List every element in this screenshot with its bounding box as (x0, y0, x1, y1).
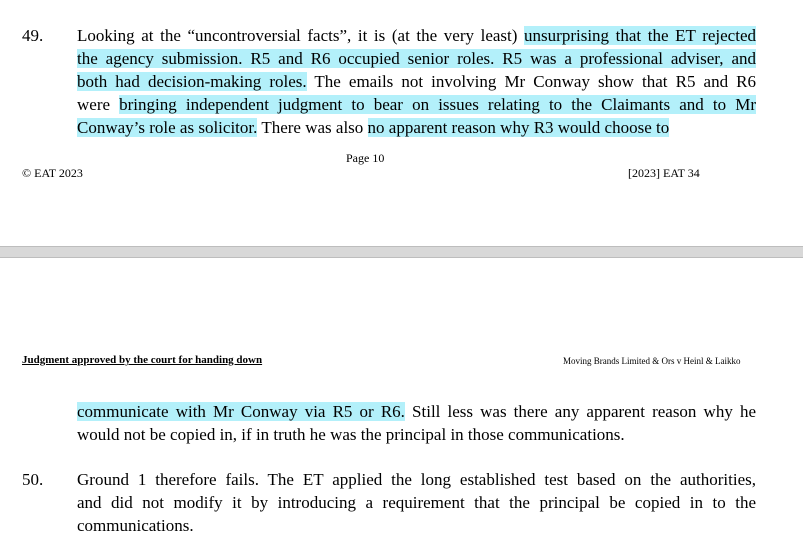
paragraph-49-continued-text (77, 400, 756, 446)
text-line (77, 70, 756, 93)
text-line (77, 400, 756, 423)
text-run: The emails not involving Mr Conway show that R5 and R6 (306, 72, 756, 91)
text-run: would not be copied in, if in truth he was the principal in those communications. (77, 425, 625, 444)
paragraph-number: 50. (22, 470, 44, 489)
text-line (77, 93, 756, 116)
text-run: were (77, 95, 120, 114)
paragraph-number: 49. (22, 26, 44, 45)
footer-citation: [2023] EAT 34 (628, 166, 700, 180)
highlighted-text: both had decision-making roles. (77, 72, 307, 91)
paragraph-49-text (77, 24, 756, 139)
text-line (77, 24, 756, 47)
text-run: and did not modify it by introducing a requirement that the principal be copied in to the (77, 493, 756, 512)
text-line (77, 423, 756, 446)
text-run: communications. (77, 516, 194, 535)
text-line (77, 468, 756, 491)
text-line (77, 514, 756, 537)
text-run: Ground 1 therefore fails. The ET applied the long established test based on the authorities, (77, 470, 756, 489)
page-separator (0, 246, 803, 258)
footer-copyright: © EAT 2023 (22, 166, 83, 180)
highlighted-text: the agency submission. R5 and R6 occupied senior roles. R5 was a professional adviser, and (77, 49, 756, 68)
header-judgment-note: Judgment approved by the court for handing down (22, 354, 263, 366)
highlighted-text: no apparent reason why R3 would choose to (367, 118, 670, 137)
page-number: Page 10 (346, 151, 385, 165)
text-run: Still less was there any apparent reason why he (404, 402, 756, 421)
document-page-top (0, 0, 803, 246)
highlighted-text: bringing independent judgment to bear on issues relating to the Claimants and to Mr (119, 95, 756, 114)
document-page-bottom (0, 258, 803, 557)
paragraph-50-text (77, 468, 756, 537)
text-line (77, 116, 756, 139)
text-run: There was also (257, 118, 368, 137)
highlighted-text: unsurprising that the ET rejected (524, 26, 756, 45)
text-line (77, 491, 756, 514)
highlighted-text: communicate with Mr Conway via R5 or R6. (77, 402, 405, 421)
text-run: Looking at the “uncontroversial facts”, it is (at the very least) (77, 26, 525, 45)
text-line (77, 47, 756, 70)
header-case-name: Moving Brands Limited & Ors v Heinl & Laikko (563, 356, 741, 366)
highlighted-text: Conway’s role as solicitor. (77, 118, 258, 137)
